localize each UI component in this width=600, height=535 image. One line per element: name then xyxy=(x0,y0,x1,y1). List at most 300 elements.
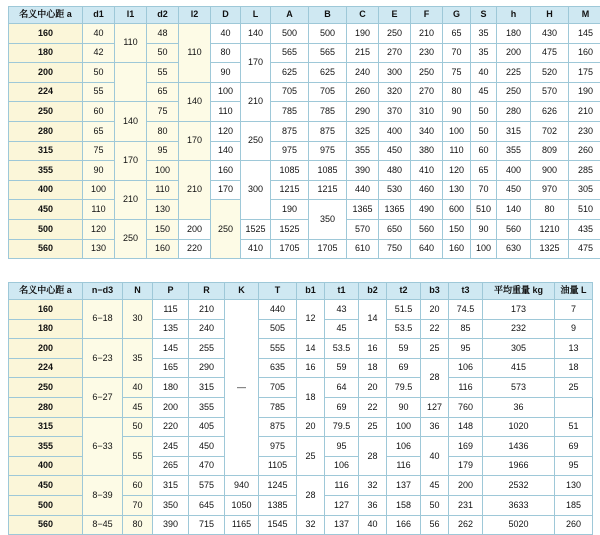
cell: 190 xyxy=(347,24,379,44)
cell: 1210 xyxy=(531,219,569,239)
table-row xyxy=(9,476,593,496)
cell: 350 xyxy=(309,200,347,239)
cell: 440 xyxy=(259,300,297,320)
cell: 185 xyxy=(555,495,593,515)
cell: 315 xyxy=(153,476,189,496)
col-header: E xyxy=(379,7,411,24)
cell: 148 xyxy=(449,417,483,437)
cell: 630 xyxy=(497,239,531,259)
cell: 40 xyxy=(359,515,387,535)
cell: 305 xyxy=(483,339,555,359)
cell: 150 xyxy=(147,219,179,239)
cell: 520 xyxy=(531,63,569,83)
table-row xyxy=(9,200,600,220)
table-row xyxy=(9,63,600,83)
cell: 137 xyxy=(387,476,421,496)
table-row xyxy=(9,161,600,181)
cell: 400 xyxy=(9,456,83,476)
cell: 130 xyxy=(443,180,471,200)
cell: 210 xyxy=(569,102,600,122)
cell: 650 xyxy=(379,219,411,239)
cell: 975 xyxy=(309,141,347,161)
cell: 560 xyxy=(9,515,83,535)
cell: 51 xyxy=(555,417,593,437)
cell: 90 xyxy=(443,102,471,122)
cell: 565 xyxy=(309,43,347,63)
cell: 35 xyxy=(123,339,153,378)
cell: 110 xyxy=(115,24,147,63)
cell: 40 xyxy=(211,24,241,44)
cell: 175 xyxy=(569,63,600,83)
col-header: l1 xyxy=(115,7,147,24)
cell: 1165 xyxy=(225,515,259,535)
cell: 16 xyxy=(297,358,325,378)
col-header: G xyxy=(443,7,471,24)
cell: 1105 xyxy=(259,456,297,476)
cell: 64 xyxy=(325,378,359,398)
cell: 210 xyxy=(115,180,147,219)
cell: 555 xyxy=(259,339,297,359)
cell: 285 xyxy=(569,161,600,181)
col-header: T xyxy=(259,283,297,300)
cell: 8−45 xyxy=(83,515,123,535)
cell: 25 xyxy=(359,417,387,437)
col-header: d1 xyxy=(83,7,115,24)
cell: 305 xyxy=(569,180,600,200)
cell: 140 xyxy=(497,200,531,220)
cell: 95 xyxy=(147,141,179,161)
cell: 570 xyxy=(531,82,569,102)
table-row xyxy=(9,43,600,63)
cell: 65 xyxy=(83,121,115,141)
cell: 1085 xyxy=(271,161,309,181)
table-header-row xyxy=(9,283,593,300)
cell: 355 xyxy=(347,141,379,161)
cell: 110 xyxy=(147,180,179,200)
cell: 16 xyxy=(359,339,387,359)
cell: 250 xyxy=(497,82,531,102)
cell: 450 xyxy=(9,476,83,496)
cell: 200 xyxy=(153,397,189,417)
cell: 18 xyxy=(297,378,325,417)
cell: 260 xyxy=(569,141,600,161)
cell: 1385 xyxy=(259,495,297,515)
table-body xyxy=(9,24,600,259)
cell: 290 xyxy=(189,358,225,378)
cell: 200 xyxy=(9,339,83,359)
cell: 180 xyxy=(9,319,83,339)
cell: 106 xyxy=(387,437,421,457)
cell: 160 xyxy=(211,161,241,181)
cell: 100 xyxy=(83,180,115,200)
cell: 260 xyxy=(555,515,593,535)
col-header: R xyxy=(189,283,225,300)
cell: 970 xyxy=(531,180,569,200)
col-header: b2 xyxy=(359,283,387,300)
cell: 20 xyxy=(359,378,387,398)
cell: 50 xyxy=(123,417,153,437)
col-header: b3 xyxy=(421,283,449,300)
cell: 145 xyxy=(569,24,600,44)
cell: 410 xyxy=(411,161,443,181)
col-header: P xyxy=(153,283,189,300)
cell: 705 xyxy=(259,378,297,398)
cell: 225 xyxy=(497,63,531,83)
col-header: h xyxy=(497,7,531,24)
cell: 45 xyxy=(421,476,449,496)
cell: 1365 xyxy=(379,200,411,220)
cell: 210 xyxy=(411,24,443,44)
cell: 180 xyxy=(497,24,531,44)
cell: 165 xyxy=(153,358,189,378)
cell: 240 xyxy=(189,319,225,339)
cell: 1215 xyxy=(309,180,347,200)
cell: 975 xyxy=(271,141,309,161)
cell: 900 xyxy=(531,161,569,181)
cell: 115 xyxy=(153,300,189,320)
cell: 145 xyxy=(153,339,189,359)
cell: 450 xyxy=(379,141,411,161)
table-row xyxy=(9,300,593,320)
cell: 490 xyxy=(411,200,443,220)
cell: 705 xyxy=(309,82,347,102)
lower-dimension-table xyxy=(8,282,593,535)
table-row xyxy=(9,180,600,200)
cell: 100 xyxy=(471,239,497,259)
cell: 50 xyxy=(83,63,115,83)
col-header: 名义中心距 a xyxy=(9,283,83,300)
cell: 25 xyxy=(421,339,449,359)
cell: 570 xyxy=(347,219,379,239)
cell: 300 xyxy=(241,161,271,220)
cell: 80 xyxy=(531,200,569,220)
col-header: C xyxy=(347,7,379,24)
cell: 250 xyxy=(241,121,271,160)
cell: 500 xyxy=(9,495,83,515)
cell: 750 xyxy=(379,239,411,259)
cell: 560 xyxy=(497,219,531,239)
cell: 231 xyxy=(449,495,483,515)
cell: 28 xyxy=(421,358,449,397)
cell: 1525 xyxy=(271,219,309,239)
cell: 173 xyxy=(483,300,555,320)
table-row xyxy=(9,102,600,122)
cell: 8−39 xyxy=(83,476,123,515)
cell: 32 xyxy=(297,515,325,535)
cell: 1436 xyxy=(483,437,555,457)
cell: 505 xyxy=(259,319,297,339)
cell: 179 xyxy=(449,456,483,476)
cell: 158 xyxy=(387,495,421,515)
cell: 59 xyxy=(387,339,421,359)
cell: 975 xyxy=(259,437,297,457)
cell: 130 xyxy=(83,239,115,259)
cell: 440 xyxy=(347,180,379,200)
cell: 340 xyxy=(411,121,443,141)
cell: 95 xyxy=(325,437,359,457)
cell: 510 xyxy=(569,200,600,220)
cell: 36 xyxy=(421,417,449,437)
cell: 230 xyxy=(411,43,443,63)
col-header: M xyxy=(569,7,600,24)
cell: 405 xyxy=(189,417,225,437)
cell: 1705 xyxy=(271,239,309,259)
cell: 36 xyxy=(483,397,555,417)
cell: 255 xyxy=(189,339,225,359)
cell: 260 xyxy=(347,82,379,102)
col-header: b1 xyxy=(297,283,325,300)
cell: 315 xyxy=(497,121,531,141)
cell: 250 xyxy=(115,219,147,258)
cell: 28 xyxy=(297,476,325,515)
col-header: S xyxy=(471,7,497,24)
cell: 74.5 xyxy=(449,300,483,320)
cell: 130 xyxy=(555,476,593,496)
cell: 80 xyxy=(443,82,471,102)
cell: 400 xyxy=(9,180,83,200)
cell: 500 xyxy=(9,219,83,239)
cell: 110 xyxy=(179,24,211,83)
col-header: F xyxy=(411,7,443,24)
cell: — xyxy=(225,300,259,476)
cell: 30 xyxy=(123,300,153,339)
cell: 210 xyxy=(179,161,211,220)
cell: 110 xyxy=(83,200,115,220)
cell: 75 xyxy=(147,102,179,122)
cell: 170 xyxy=(179,121,211,160)
cell: 45 xyxy=(471,82,497,102)
cell: 450 xyxy=(497,180,531,200)
cell: 65 xyxy=(471,161,497,181)
col-header: B xyxy=(309,7,347,24)
cell: 79.5 xyxy=(325,417,359,437)
cell: 500 xyxy=(271,24,309,44)
cell: 410 xyxy=(241,239,271,259)
col-header: 油量 L xyxy=(555,283,593,300)
cell: 25 xyxy=(297,437,325,476)
cell: 1525 xyxy=(241,219,271,239)
cell: 1245 xyxy=(259,476,297,496)
cell: 240 xyxy=(347,63,379,83)
cell: 224 xyxy=(9,82,83,102)
cell: 127 xyxy=(421,397,449,417)
cell: 325 xyxy=(347,121,379,141)
cell: 355 xyxy=(497,141,531,161)
cell: 565 xyxy=(271,43,309,63)
cell: 53.5 xyxy=(387,319,421,339)
cell: 270 xyxy=(411,82,443,102)
cell: 35 xyxy=(471,24,497,44)
cell: 135 xyxy=(153,319,189,339)
cell: 262 xyxy=(449,515,483,535)
cell: 160 xyxy=(569,43,600,63)
cell: 510 xyxy=(471,200,497,220)
cell: 90 xyxy=(211,63,241,83)
cell: 137 xyxy=(325,515,359,535)
cell: 35 xyxy=(471,43,497,63)
cell: 265 xyxy=(153,456,189,476)
cell: 200 xyxy=(449,476,483,496)
table-row xyxy=(9,82,600,102)
cell: 2532 xyxy=(483,476,555,496)
cell: 106 xyxy=(325,456,359,476)
cell: 715 xyxy=(189,515,225,535)
cell: 55 xyxy=(147,63,179,83)
cell: 1705 xyxy=(309,239,347,259)
col-header: N xyxy=(123,283,153,300)
cell: 250 xyxy=(211,200,241,259)
cell: 170 xyxy=(211,180,241,200)
cell: 80 xyxy=(123,515,153,535)
cell: 130 xyxy=(147,200,179,220)
cell: 6−27 xyxy=(83,378,123,417)
cell: 69 xyxy=(325,397,359,417)
cell: 140 xyxy=(211,141,241,161)
cell: 180 xyxy=(9,43,83,63)
cell: 315 xyxy=(189,378,225,398)
cell: 310 xyxy=(411,102,443,122)
col-header: K xyxy=(225,283,259,300)
cell: 40 xyxy=(123,378,153,398)
cell: 45 xyxy=(325,319,359,339)
cell: 875 xyxy=(259,417,297,437)
cell: 22 xyxy=(421,319,449,339)
cell: 475 xyxy=(569,239,600,259)
cell: 80 xyxy=(147,121,179,141)
cell: 450 xyxy=(9,200,83,220)
cell: 28 xyxy=(359,437,387,476)
cell: 370 xyxy=(379,102,411,122)
cell: 100 xyxy=(147,161,179,181)
cell: 9 xyxy=(555,319,593,339)
cell: 315 xyxy=(9,141,83,161)
cell: 702 xyxy=(531,121,569,141)
cell: 140 xyxy=(179,82,211,121)
cell: 475 xyxy=(531,43,569,63)
cell: 200 xyxy=(179,219,211,239)
cell: 200 xyxy=(497,43,531,63)
cell: 530 xyxy=(379,180,411,200)
cell: 210 xyxy=(189,300,225,320)
table-row xyxy=(9,121,600,141)
cell: 6−18 xyxy=(83,300,123,339)
cell: 65 xyxy=(443,24,471,44)
cell: 220 xyxy=(179,239,211,259)
cell: 50 xyxy=(471,102,497,122)
cell: 100 xyxy=(443,121,471,141)
cell: 120 xyxy=(211,121,241,141)
cell xyxy=(115,63,147,102)
cell: 14 xyxy=(297,339,325,359)
cell: 7 xyxy=(555,300,593,320)
cell: 6−33 xyxy=(83,417,123,476)
cell: 70 xyxy=(443,43,471,63)
cell: 415 xyxy=(483,358,555,378)
table-row xyxy=(9,219,600,239)
cell: 610 xyxy=(347,239,379,259)
cell: 600 xyxy=(443,200,471,220)
cell: 280 xyxy=(9,397,83,417)
cell: 70 xyxy=(471,180,497,200)
cell: 190 xyxy=(271,200,309,220)
cell: 1365 xyxy=(347,200,379,220)
cell: 36 xyxy=(359,495,387,515)
cell: 59 xyxy=(325,358,359,378)
cell: 190 xyxy=(569,82,600,102)
cell: 32 xyxy=(359,476,387,496)
col-header: t2 xyxy=(387,283,421,300)
cell: 320 xyxy=(379,82,411,102)
col-header: D xyxy=(211,7,241,24)
cell: 160 xyxy=(147,239,179,259)
cell: 435 xyxy=(569,219,600,239)
cell: 127 xyxy=(325,495,359,515)
cell: 355 xyxy=(189,397,225,417)
cell: 90 xyxy=(387,397,421,417)
col-header: n−d3 xyxy=(83,283,123,300)
cell: 12 xyxy=(297,300,325,339)
table-header-row xyxy=(9,7,600,24)
cell: 645 xyxy=(189,495,225,515)
col-header: 平均重量 kg xyxy=(483,283,555,300)
col-header: A xyxy=(271,7,309,24)
table-row xyxy=(9,24,600,44)
cell: 90 xyxy=(83,161,115,181)
cell: 169 xyxy=(449,437,483,457)
cell: 160 xyxy=(9,24,83,44)
cell: 166 xyxy=(387,515,421,535)
cell: 22 xyxy=(359,397,387,417)
cell: 400 xyxy=(497,161,531,181)
cell: 95 xyxy=(449,339,483,359)
cell: 120 xyxy=(83,219,115,239)
cell: 50 xyxy=(471,121,497,141)
cell: 450 xyxy=(189,437,225,457)
cell: 230 xyxy=(569,121,600,141)
cell: 110 xyxy=(211,102,241,122)
cell: 42 xyxy=(83,43,115,63)
cell: 635 xyxy=(259,358,297,378)
cell: 140 xyxy=(241,24,271,44)
col-header: L xyxy=(241,7,271,24)
cell: 390 xyxy=(347,161,379,181)
cell: 224 xyxy=(9,358,83,378)
cell: 20 xyxy=(297,417,325,437)
cell: 3633 xyxy=(483,495,555,515)
cell: 50 xyxy=(147,43,179,63)
cell: 90 xyxy=(471,219,497,239)
cell: 150 xyxy=(443,219,471,239)
cell: 350 xyxy=(153,495,189,515)
cell: 40 xyxy=(421,437,449,476)
cell: 940 xyxy=(225,476,259,496)
cell: 79.5 xyxy=(387,378,421,398)
cell: 70 xyxy=(123,495,153,515)
cell: 575 xyxy=(189,476,225,496)
cell: 116 xyxy=(449,378,483,398)
table-row xyxy=(9,239,600,259)
cell: 60 xyxy=(83,102,115,122)
cell: 1325 xyxy=(531,239,569,259)
cell: 6−23 xyxy=(83,339,123,378)
cell: 250 xyxy=(9,102,83,122)
cell: 785 xyxy=(259,397,297,417)
table-body xyxy=(9,300,593,535)
cell: 640 xyxy=(411,239,443,259)
cell: 250 xyxy=(379,24,411,44)
cell: 625 xyxy=(309,63,347,83)
col-header: H xyxy=(531,7,569,24)
